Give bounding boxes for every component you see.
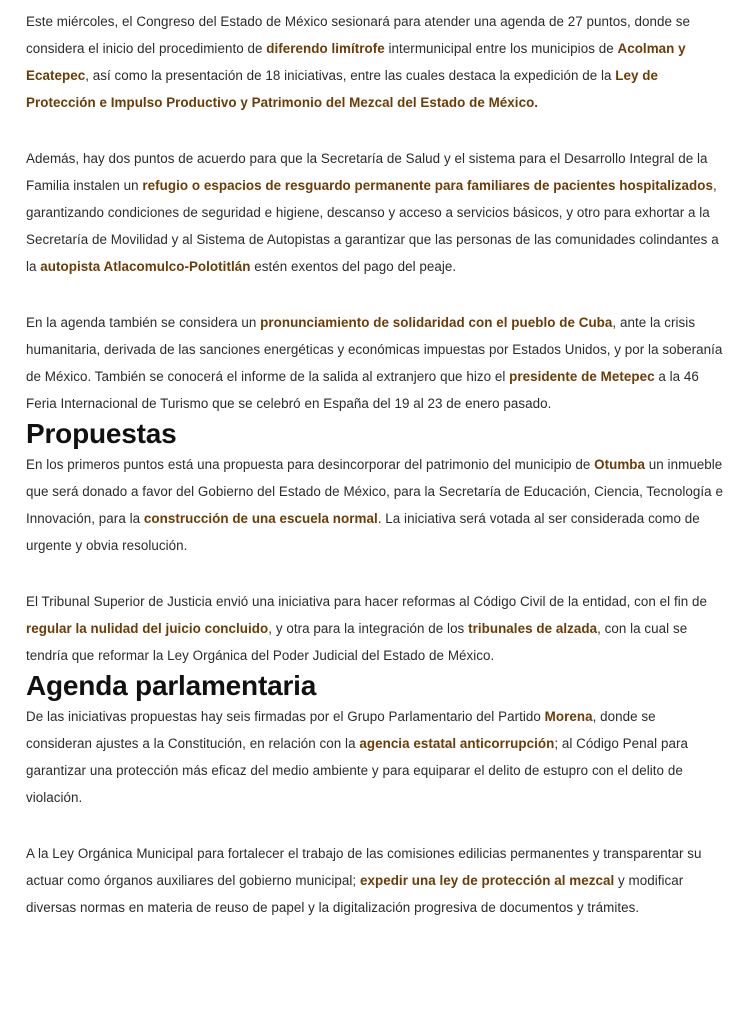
article-paragraph: [26, 703, 724, 811]
highlighted-keyword[interactable]: Morena: [544, 709, 593, 724]
highlighted-keyword[interactable]: tribunales de alzada: [468, 621, 598, 636]
paragraph-text: a la 46 Feria Internacional de Turismo que se celebró en España del 19 al 23 de enero pasado.: [26, 369, 699, 411]
article-paragraph: [26, 840, 724, 921]
highlighted-keyword[interactable]: regular la nulidad del juicio concluido: [26, 621, 269, 636]
paragraph-text: . La iniciativa será votada al ser considerada como de urgente y obvia resolución.: [26, 511, 700, 553]
highlighted-keyword[interactable]: autopista Atlacomulco-Polotitlán: [40, 259, 251, 274]
article-paragraph: [26, 588, 724, 669]
article-paragraph: [26, 451, 724, 559]
highlighted-keyword[interactable]: presidente de Metepec: [509, 369, 655, 384]
paragraph-text: De las iniciativas propuestas hay seis firmadas por el Grupo Parlamentario del Partido: [26, 709, 545, 724]
agenda-section: [26, 703, 724, 921]
article-paragraph: [26, 309, 724, 417]
paragraph-text: , con la cual se tendría que reformar la Ley Orgánica del Poder Judicial del Estado de México.: [26, 621, 688, 663]
propuestas-section: [26, 451, 724, 669]
highlighted-keyword[interactable]: Otumba: [594, 457, 646, 472]
paragraph-text: , y otra para la integración de los: [268, 621, 469, 636]
paragraph-text: estén exentos del pago del peaje.: [250, 259, 457, 274]
highlighted-keyword[interactable]: agencia estatal anticorrupción: [359, 736, 555, 751]
highlighted-keyword[interactable]: construcción de una escuela normal: [143, 511, 378, 526]
article-body: [26, 8, 724, 921]
paragraph-text: ; al Código Penal para garantizar una protección más eficaz del medio ambiente y para equiparar el delito de estupro con el delito de violación.: [26, 736, 688, 805]
highlighted-keyword[interactable]: Ley de Protección e Impulso Productivo y Patrimonio del Mezcal del Estado de México.: [26, 68, 659, 110]
paragraph-text: , así como la presentación de 18 iniciativas, entre las cuales destaca la expedición de la: [85, 68, 616, 83]
paragraph-text: , garantizando condiciones de seguridad e higiene, descanso y acceso a servicios básicos, y otro para exhortar a la Secretaría de Movilidad y al Sistema de Autopistas a garantizar que las personas de las comunidades colindantes a la: [26, 178, 719, 274]
highlighted-keyword[interactable]: refugio o espacios de resguardo permanente para familiares de pacientes hospitalizados: [142, 178, 713, 193]
paragraph-text: , ante la crisis humanitaria, derivada de las sanciones energéticas y económicas impuestas por Estados Unidos, y por la soberanía de México. También se conocerá el informe de la salida al extranjero que hizo el: [26, 315, 723, 384]
article-paragraph: [26, 145, 724, 280]
paragraph-text: Además, hay dos puntos de acuerdo para que la Secretaría de Salud y el sistema para el Desarrollo Integral de la Familia instalen un: [26, 151, 708, 193]
paragraph-text: El Tribunal Superior de Justicia envió una iniciativa para hacer reformas al Código Civil de la entidad, con el fin de: [26, 594, 708, 609]
paragraph-text: En los primeros puntos está una propuesta para desincorporar del patrimonio del municipio de: [26, 457, 595, 472]
highlighted-keyword[interactable]: pronunciamiento de solidaridad con el pueblo de Cuba: [260, 315, 613, 330]
paragraph-text: intermunicipal entre los municipios de: [384, 41, 618, 56]
highlighted-keyword[interactable]: diferendo limítrofe: [266, 41, 385, 56]
paragraph-text: Este miércoles, el Congreso del Estado de México sesionará para atender una agenda de 27 puntos, donde se considera el inicio del procedimiento de: [26, 14, 691, 56]
section-heading-agenda-parlamentaria: Agenda parlamentaria: [26, 670, 317, 701]
paragraph-text: , donde se consideran ajustes a la Constitución, en relación con la: [26, 709, 656, 751]
paragraph-text: y modificar diversas normas en materia de reuso de papel y la digitalización progresiva de documentos y trámites.: [26, 873, 684, 915]
section-heading-propuestas: Propuestas: [26, 418, 177, 449]
paragraph-text: un inmueble que será donado a favor del Gobierno del Estado de México, para la Secretaría de Educación, Ciencia, Tecnología e Innovación, para la: [26, 457, 723, 526]
paragraph-text: A la Ley Orgánica Municipal para fortalecer el trabajo de las comisiones edilicias permanentes y transparentar su actuar como órganos auxiliares del gobierno municipal;: [26, 846, 702, 888]
intro-section: [26, 8, 724, 417]
paragraph-text: En la agenda también se considera un: [26, 315, 261, 330]
highlighted-keyword[interactable]: expedir una ley de protección al mezcal: [359, 873, 615, 888]
article-paragraph: [26, 8, 724, 116]
highlighted-keyword[interactable]: Acolman y Ecatepec: [26, 41, 686, 83]
